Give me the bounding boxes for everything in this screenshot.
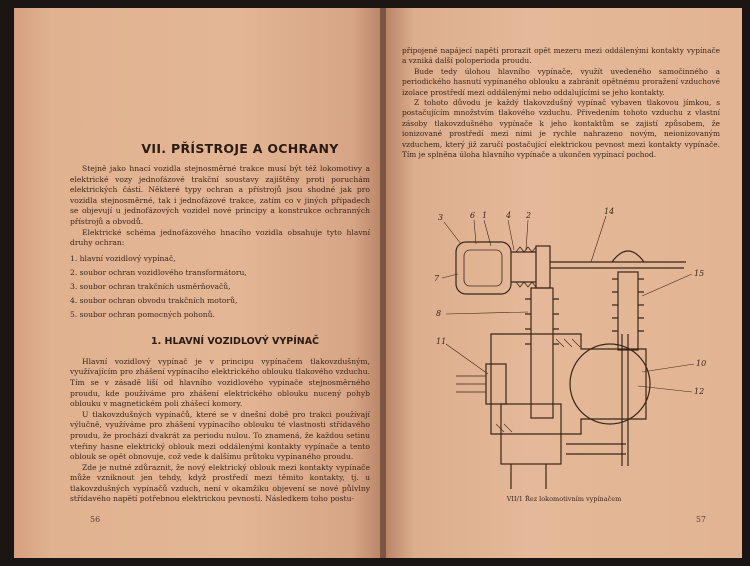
body-paragraph: Bude tedy úlohou hlavního vypínače, využít uvedeného samočinného a periodického hasnutí vypínaného oblouku a zabránit opětnému proražení vzduchové izolace prostředí mezi oddálenými nebo oddalujícími se jeho kontakty. [402, 66, 720, 97]
left-page [14, 8, 382, 558]
chapter-title: VII. PŘÍSTROJE A OCHRANY [141, 141, 339, 156]
protection-list [70, 252, 370, 322]
list-item: 3. soubor ochran trakčních usměrňovačů, [70, 281, 231, 291]
figure-label: 3 [438, 213, 444, 222]
figure-caption: VII/1 Řez lokomotivním vypínačem [506, 495, 622, 503]
list-item: 4. soubor ochran obvodu trakčních motorů, [70, 295, 238, 305]
list-item: 5. soubor ochran pomocných pohonů. [70, 309, 215, 319]
section-title: 1. HLAVNÍ VOZIDLOVÝ VYPÍNAČ [150, 335, 320, 347]
figure-label: 2 [526, 211, 532, 220]
figure-label: 4 [506, 211, 512, 220]
list-item: 2. soubor ochran vozidlového transformátoru, [70, 267, 247, 277]
page-number: 56 [90, 515, 101, 524]
body-paragraph: Hlavní vozidlový vypínač je v principu vypínačem tlakovzdušným, využívajícím pro zhášení vypínacího elektrického oblouku tlakového vzduchu. Tím se v zásadě liší od hlavního vozidlového vypínače stejnosměrného proudu, kde používáme pro zhášení elektrického oblouku nucený pohyb oblouku v magnetickém poli zhášecí komory. [70, 356, 370, 409]
intro-paragraph-2: Elektrické schéma jednofázového hnacího vozidla obsahuje tyto hlavní druhy ochran: [70, 227, 370, 248]
open-book [14, 8, 742, 558]
body-paragraph: U tlakovzdušných vypínačů, které se v dnešní době pro trakci používají výlučně, využíváme pro zhášení vypínacího oblouku té vlastnosti střídavého proudu, že prochází dvakrát za periodu nulou. To znamená, že každou setinu vteřiny hasne elektrický oblouk mezi oddálenými kontakty vypínače a tento oblouk se opět obnovuje, což vede k dalšímu průtoku vypínaného proudu. [70, 409, 370, 462]
body-paragraph: Zde je nutné zdůraznit, že nový elektrický oblouk mezi kontakty vypínače může vzniknout jen tehdy, když prostředí mezi těmito kontakty, tj. u tlakovzdušných vypínačů vzduch, není v okamžiku objevení se nové půlvlny střídavého napětí potřebnou elektrickou pevností. Následkem toho postu- [70, 462, 370, 504]
body-paragraph: Z tohoto důvodu je každý tlakovzdušný vypínač vybaven tlakovou jímkou, s postačujícím množstvím tlakového vzduchu. Přivedením tohoto vzduchu z vlastní zásoby tlakovzdušného vypínače k jeho kontaktům se zajistí způsobem, že ionizované prostředí mezi nimi je rychle nahrazeno novým, neionizovaným vzduchem, který již zaručí postačující elektrickou pevnost mezi kontakty vypínače. Tím je splněna úloha hlavního vypínače a ukončen vypínací pochod. [402, 98, 720, 160]
figure-label: 1 [482, 211, 488, 220]
figure-label: 10 [696, 359, 707, 368]
figure-label: 15 [694, 269, 705, 278]
circuit-breaker-cross-section-figure [416, 204, 716, 504]
figure-label: 7 [434, 274, 440, 283]
page-number: 57 [695, 515, 706, 524]
figure-label: 6 [470, 211, 476, 220]
figure-label: 14 [604, 207, 615, 216]
figure-label: 11 [436, 337, 447, 346]
figure-label: 12 [694, 387, 705, 396]
right-page [386, 8, 742, 558]
figure-label: 8 [436, 309, 442, 318]
intro-paragraph: Stejně jako hnací vozidla stejnosměrné trakce musí být též lokomotivy a elektrické vozy jednofázové trakční soustavy zajištěny proti poruchám elektrických částí. Některé typy ochran a přístrojů jsou shodné jak pro vozidla stejnosměrné, tak i jednofázové trakce, zatím co v jiných případech se objevují u jednofázových vozidel nové principy a konstrukce ochranných přístrojů a obvodů. [70, 164, 370, 226]
list-item: 1. hlavní vozidlový vypínač, [70, 253, 176, 263]
body-paragraph: připojené napájecí napětí prorazit opět mezeru mezi oddálenými kontakty vypínače a vzniká další poloperioda proudu. [402, 46, 720, 66]
